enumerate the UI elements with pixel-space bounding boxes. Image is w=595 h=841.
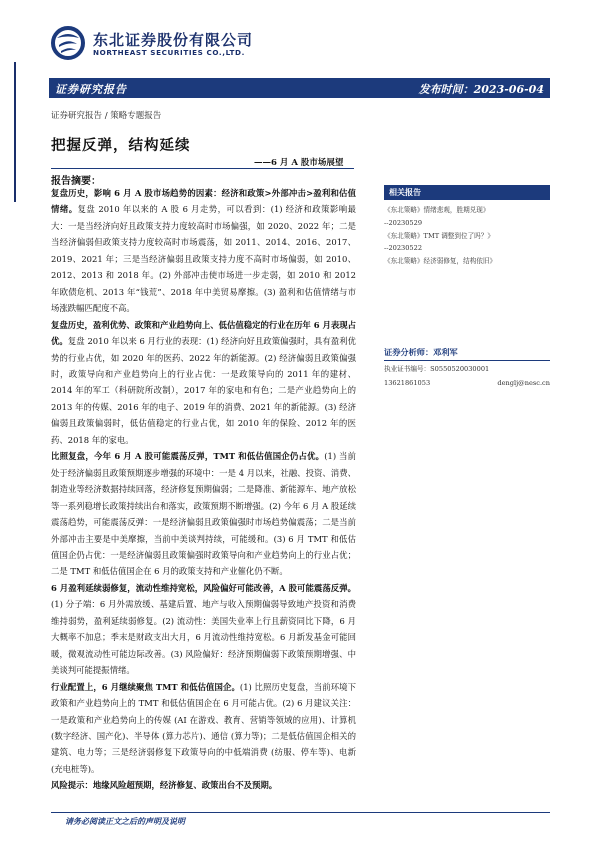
company-name-cn: 东北证券股份有限公司 [93, 31, 254, 49]
abstract-heading: 报告摘要： [51, 176, 101, 187]
paragraph-lead: 比照复盘，今年 6 月 A 股可能震荡反弹，TMT 和低估值国企仍占优。 [51, 451, 325, 462]
abstract-paragraph [51, 185, 356, 317]
paragraph-text: 复盘 2010 年以来 6 月行业的表现：(1) 经济向好且政策偏强时，具有盈利优势的行业占优，如 2020 年的医药、2022 年的新能源。(2) 经济偏弱且政策偏强时，政策导向和产业趋势向上的行业占优：一是政策导向的 2011 年的建材、2014 年的军工（科研院所改制），2017 年的家电和有色；二是产业趋势向上的 2013 年的传媒、2016 年的电子、2019 年的消费、2021 年的新能源。(3) 经济偏弱且政策偏弱时，低估值稳定的行业占优，如 2010 年的保险、2012 年的医药、2018 年的家电。 [51, 336, 356, 445]
left-accent-bar [14, 62, 16, 202]
paragraph-lead: 复盘历史，盈利优势、政策和产业趋势向上、低估值稳定的行业在历年 6 月表现占优。 [51, 319, 356, 347]
related-report-link[interactable]: 《东北策略》经济弱修复，结构依旧》 [384, 257, 497, 266]
breadcrumb: 证券研究报告 / 策略专题报告 [51, 111, 162, 121]
analyst-license: 执业证书编号：S0550520030001 [384, 365, 490, 373]
company-name-en: NORTHEAST SECURITIES CO.,LTD. [93, 48, 245, 57]
paragraph-lead: 行业配置上，6 月继续聚焦 TMT 和低估值国企。 [51, 681, 240, 692]
risk-warning [51, 777, 356, 793]
abstract-paragraph [51, 448, 356, 580]
abstract-paragraph [51, 679, 356, 778]
paragraph-lead: 复盘历史，影响 6 月 A 股市场趋势的因素：经济和政策>外部冲击>盈利和估值情绪。 [51, 188, 356, 215]
paragraph-lead: 6 月盈利延续弱修复，流动性维持宽松，风险偏好可能改善，A 股可能震荡反弹。 [51, 582, 356, 593]
company-logo-icon [51, 26, 87, 60]
paragraph-text: (1) 分子端：6 月外需放缓、基建后置、地产与收入预期偏弱导致地产投资和消费维持弱势，盈利延续弱修复。(2) 流动性：美国失业率上行且薪资同比下降，6 月大概率不加息；季末是财政支出大月，6 月流动性维持宽松。6 月新发基金可能回暖，微观流动性可能边际改善。(3) 风险偏好：经济预期偏弱下政策预期增强、中美谈判可能提振情绪。 [51, 599, 356, 676]
report-subtitle: ——6 月 A 股市场展望 [254, 158, 344, 168]
report-title: 把握反弹，结构延续 [51, 137, 191, 154]
analyst-phone: 13621861053 [384, 379, 431, 387]
related-report-link[interactable]: 《东北策略》TMT 调整到位了吗？》 [384, 231, 494, 240]
analyst-info [384, 347, 550, 389]
analyst-email[interactable]: denglj@nesc.cn [497, 379, 550, 387]
footer-divider [51, 812, 550, 813]
paragraph-text: (1) 比照历史复盘，当前环境下政策和产业趋势向上的 TMT 和低估值国企在 6 月可能占优。(2) 6 月建议关注：一是政策和产业趋势向上的传媒 (AI 在游戏、教育、营销等领域的应用)、计算机 (数字经济、国产化)、半导体 (算力芯片)、通信 (算力等)；二是低估值国企相关的建筑、电力等；三是经济弱修复下政策导向的中低端消费 (纺服、停车等)、电新 (充电桩等)。 [51, 681, 357, 774]
divider [51, 168, 354, 169]
paragraph-lead: 风险提示：地缘风险超预期，经济修复、政策出台不及预期。 [51, 780, 278, 791]
paragraph-text: 复盘 2010 年以来的 A 股 6 月走势，可以看到：(1) 经济和政策影响最大：一是当经济向好且政策支持力度较高时市场偏强，如 2020、2022 年；二是当经济偏弱但政策支持力度较高时市场震荡，如 2011、2014、2016、2017、2019、2021 年；三是当经济偏弱且政策支持力度不高时市场偏弱，如 2010、2012、2013 和 2018 年。(2) 外部冲击使市场进一步走弱，如 2010 和 2012 年欧债危机、2013 年“钱荒”、2018 年中美贸易摩擦。(3) 盈利和估值情绪与市场涨跌幅匹配度不高。 [51, 204, 357, 314]
publish-date: 发布时间：2023-06-04 [418, 83, 544, 96]
abstract-paragraph [51, 580, 356, 679]
related-report-date: --20230529 [384, 218, 423, 227]
related-reports-title: 相关报告 [384, 185, 550, 200]
related-reports [384, 185, 550, 268]
header-banner [49, 78, 550, 98]
analyst-name: 证券分析师：邓利军 [384, 347, 550, 361]
related-report-date: --20230522 [384, 244, 423, 253]
related-report-link[interactable]: 《东北策略》情绪悲观，胜期兑现》 [384, 206, 490, 214]
abstract-paragraph [51, 317, 356, 449]
report-type-label: 证券研究报告 [55, 83, 127, 96]
abstract-body [51, 185, 356, 794]
paragraph-text: (1) 当前处于经济偏弱且政策预期逐步增强的环境中：一是 4 月以来，社融、投资、消费、制造业等经济数据持续回落，经济修复预期偏弱；二是降准、新能源车、地产放松等一系列稳增长政策持续出台和落实，政策预期不断增强。(2) 今年 6 月 A 股延续震荡趋势，可能震荡反弹：一是经济偏弱且政策偏强时市场趋势偏震荡；二是当前外部冲击主要是中美摩擦，当前中美谈判持续，可能缓和。(3) 6 月 TMT 和低估值国企仍占优：一是经济偏弱且政策偏强时政策导向和产业趋势向上的行业占优；二是 TMT 和低估值国企在 6 月的政策支持和产业催化仍不断。 [51, 451, 357, 577]
footer-disclaimer: 请务必阅读正文之后的声明及说明 [65, 816, 185, 826]
